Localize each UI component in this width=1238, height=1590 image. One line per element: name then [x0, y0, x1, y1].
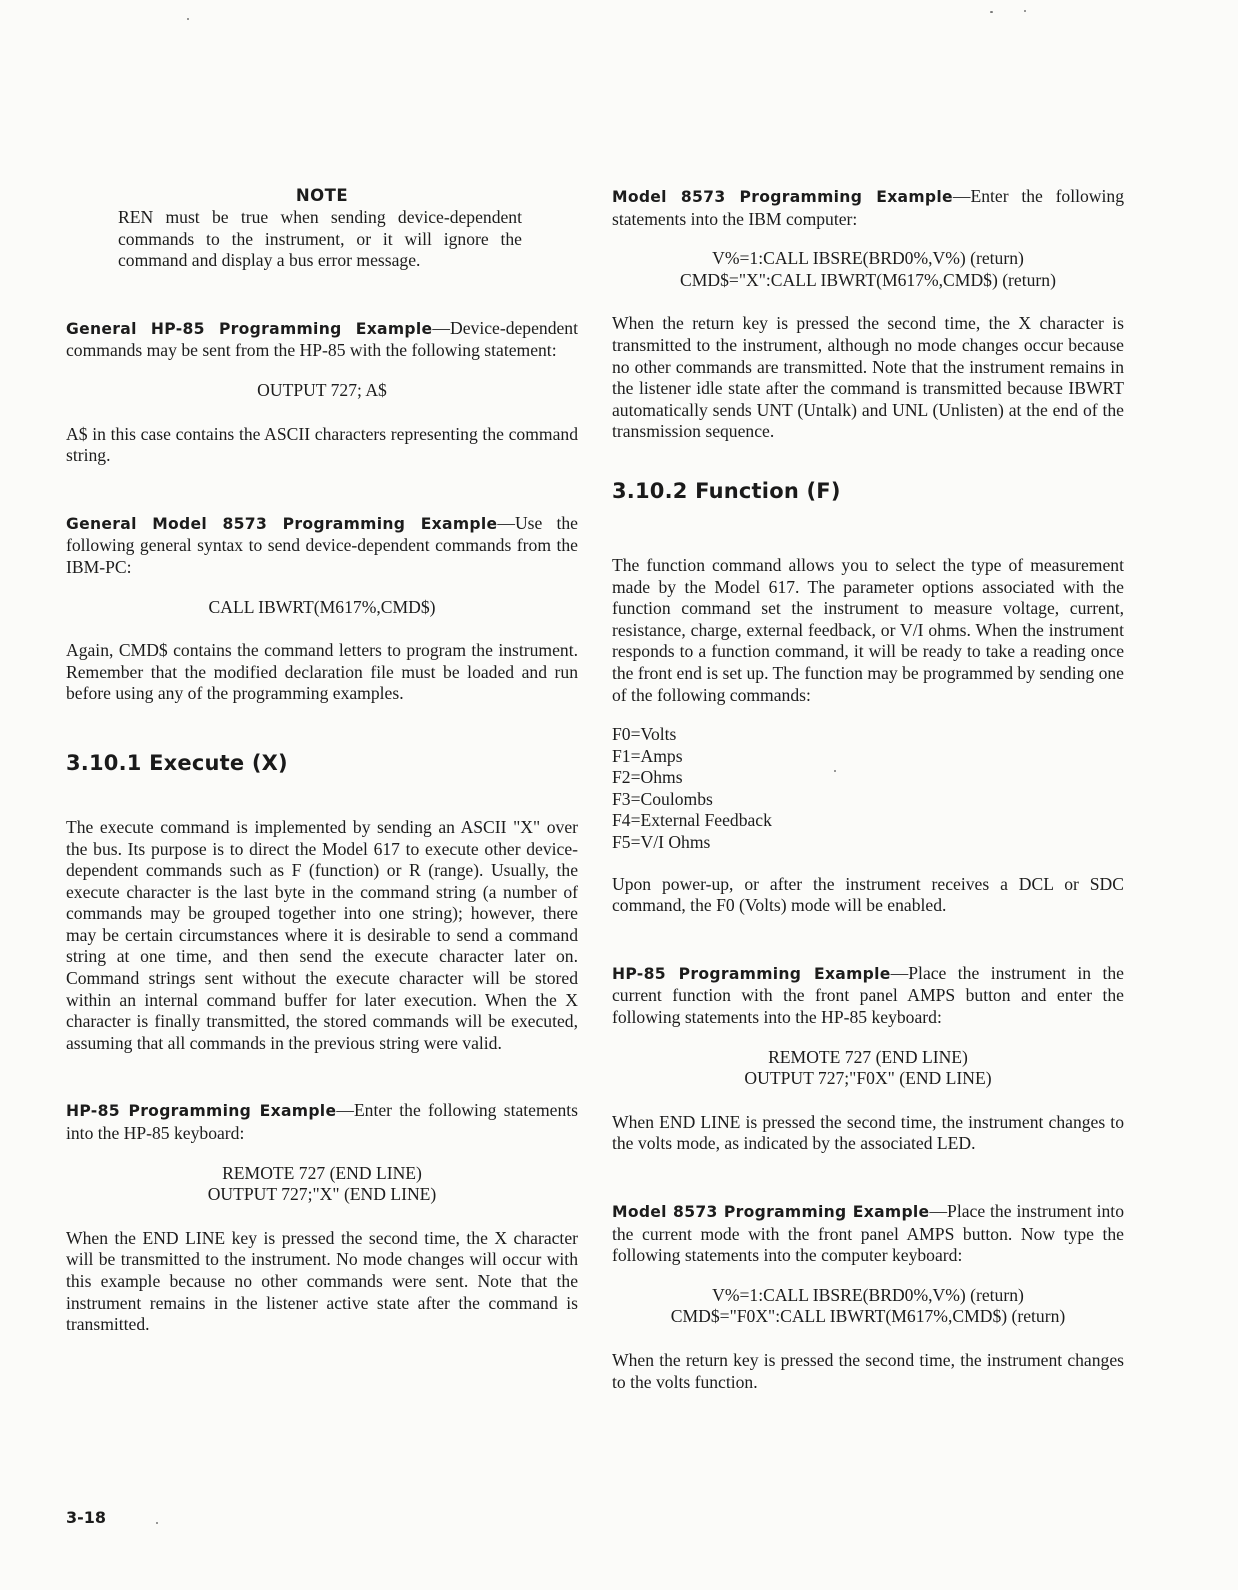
model8573-general-text: —Use the following general syntax to send device-dependent commands from the IBM-PC: [66, 512, 578, 577]
code-line: REMOTE 727 (END LINE) [768, 1046, 968, 1067]
execute-paragraph: The execute command is implemented by sending an ASCII "X" over the bus. Its purpose is to direct the Model 617 to execute other device-dependent commands such as F (function) or R (range). Usually, the execute character is the last byte in the command string (a number of commands may be grouped together into one string); however, there may be certain circumstances where it is desirable to send a command string at one time, and then send the execute character later on. Command strings sent without the execute character will be stored within an internal command buffer for later execution. When the X character is finally transmitted, the stored commands will be executed, assuming that all commands in the previous string were valid. [66, 816, 578, 1053]
function-after: Upon power-up, or after the instrument receives a DCL or SDC command, the F0 (Volts) mode will be enabled. [612, 873, 1124, 916]
model8573-general-paragraph [66, 513, 578, 579]
model8573-general-heading: General Model 8573 Programming Example [66, 514, 498, 533]
list-item: F0=Volts [612, 724, 677, 745]
hp85-function-text: —Place the instrument in the current function with the front panel AMPS button and enter the following statements into the HP-85 keyboard: [612, 962, 1124, 1028]
model8573-execute-text: —Enter the following statements into the IBM computer: [612, 186, 1124, 229]
model8573-function-paragraph [612, 1201, 1124, 1267]
right-column [612, 186, 1124, 1411]
hp85-function-after: When END LINE is pressed the second time, the instrument changes to the volts mode, as indicated by the associated LED. [612, 1111, 1124, 1154]
code-line: OUTPUT 727;"F0X" (END LINE) [744, 1068, 992, 1089]
note-title: NOTE [295, 186, 349, 205]
hp85-function-code [612, 1047, 1124, 1090]
code-line: OUTPUT 727; A$ [257, 379, 387, 400]
hp85-execute-heading: HP-85 Programming Example [66, 1102, 337, 1121]
model8573-function-code [612, 1285, 1124, 1328]
note-text: REN must be true when sending device-dependent commands to the instrument, or it will ignore the command and display a bus error message. [118, 207, 522, 271]
code-line: CMD$="X":CALL IBWRT(M617%,CMD$) (return) [680, 269, 1056, 290]
hp85-general-heading: General HP-85 Programming Example [66, 319, 433, 338]
list-item: F1=Amps [612, 745, 683, 766]
function-paragraph: The function command allows you to select the type of measurement made by the Model 617. The parameter options associated with the function command set the instrument to measure voltage, current, resistance, charge, external feedback, or V/I ohms. When the instrument responds to a function command, it will be ready to take a reading once the front end is set up. The function may be programmed by sending one of the following commands: [612, 554, 1124, 705]
model8573-general-after: Again, CMD$ contains the command letters to program the instrument. Remember that the modified declaration file must be loaded and run before using any of the programming examples. [66, 640, 578, 704]
model8573-general-code [66, 597, 578, 619]
list-item: F4=External Feedback [612, 810, 772, 831]
hp85-execute-after: When the END LINE key is pressed the second time, the X character will be transmitted to the instrument. No mode changes will occur with this example because no other commands were sent. Note that the instrument remains in the listener active state after the command is transmitted. [66, 1227, 578, 1335]
model8573-execute-code [612, 248, 1124, 291]
scan-speck [990, 11, 993, 13]
hp85-execute-paragraph [66, 1100, 578, 1144]
model8573-execute-after: When the return key is pressed the second time, the X character is transmitted to the instrument, although no mode changes occur because no other commands are transmitted. Note that the instrument remains in the listener idle state after the command is transmitted because IBWRT automatically sends UNT (Untalk) and UNL (Unlisten) at the end of the transmission sequence. [612, 313, 1124, 442]
hp85-execute-text: —Enter the following statements into the HP-85 keyboard: [66, 1100, 578, 1144]
left-column [66, 186, 578, 1354]
hp85-function-heading: HP-85 Programming Example [612, 964, 891, 983]
page-number: 3-18 [66, 1508, 107, 1527]
code-line: V%=1:CALL IBSRE(BRD0%,V%) (return) [712, 248, 1024, 269]
list-item: F3=Coulombs [612, 788, 713, 809]
hp85-function-paragraph [612, 963, 1124, 1029]
code-line: OUTPUT 727;"X" (END LINE) [207, 1184, 437, 1205]
hp85-execute-code [66, 1163, 578, 1206]
code-line: V%=1:CALL IBSRE(BRD0%,V%) (return) [712, 1284, 1024, 1305]
model8573-execute-heading: Model 8573 Programming Example [612, 188, 953, 206]
section-heading-function: 3.10.2 Function (F) [612, 478, 841, 503]
model8573-execute-paragraph [612, 186, 1124, 230]
hp85-general-code [66, 380, 578, 402]
list-item: F5=V/I Ohms [612, 832, 711, 853]
model8573-function-after: When the return key is pressed the second time, the instrument changes to the volts function. [612, 1349, 1124, 1392]
hp85-general-paragraph [66, 318, 578, 362]
hp85-general-after: A$ in this case contains the ASCII characters representing the command string. [66, 423, 578, 466]
function-options-list [612, 724, 1124, 854]
section-heading-execute: 3.10.1 Execute (X) [66, 750, 288, 775]
scan-speck [834, 770, 836, 772]
model8573-function-heading: Model 8573 Programming Example [612, 1203, 930, 1221]
scan-speck [187, 18, 189, 20]
code-line: CMD$="F0X":CALL IBWRT(M617%,CMD$) (return) [670, 1306, 1066, 1327]
hp85-general-text: —Device-dependent commands may be sent from the HP-85 with the following statement: [66, 317, 578, 361]
code-line: CALL IBWRT(M617%,CMD$) [208, 596, 436, 617]
list-item: F2=Ohms [612, 767, 683, 788]
code-line: REMOTE 727 (END LINE) [222, 1162, 422, 1183]
model8573-function-text: —Place the instrument into the current mode with the front panel AMPS button. Now type the following statements into the computer keyboard: [612, 1201, 1124, 1266]
scan-speck [1024, 10, 1026, 12]
scan-speck [156, 1522, 158, 1524]
